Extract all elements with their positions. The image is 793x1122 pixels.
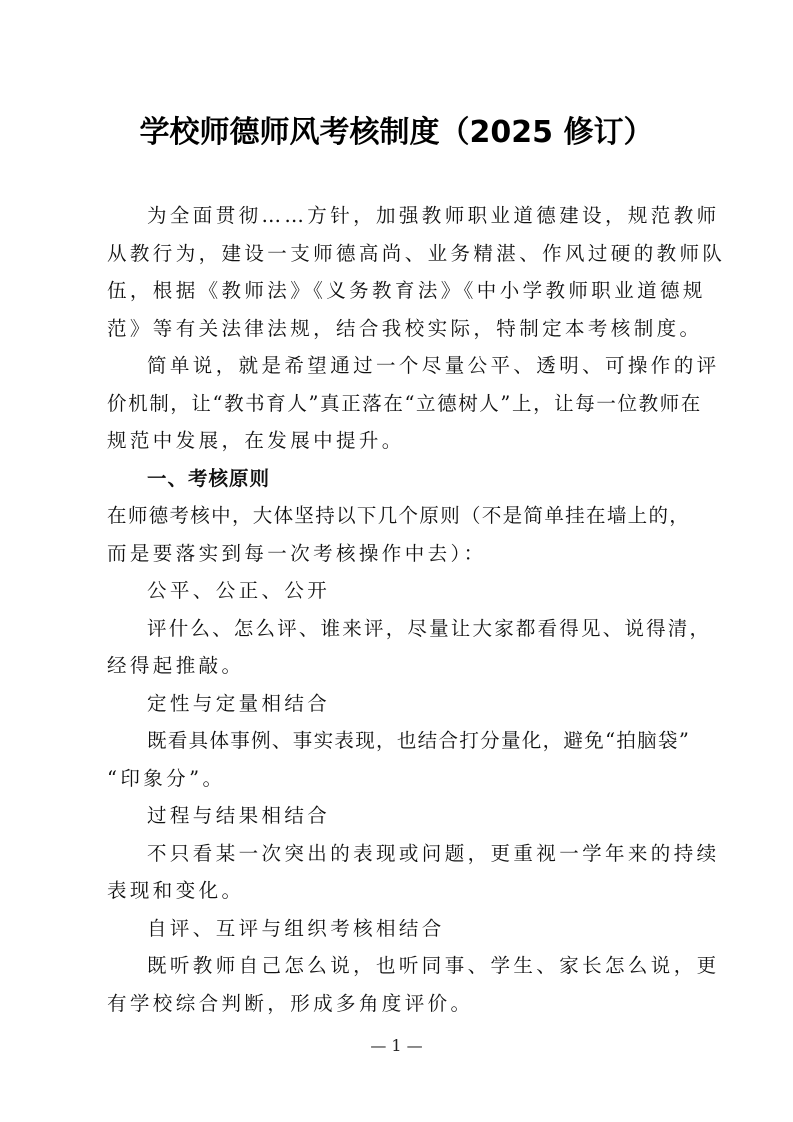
paragraph-line: 表现和变化。 xyxy=(107,879,245,902)
paragraph-line: 伍，根据《教师法》《义务教育法》《中小学教师职业道德规 xyxy=(107,279,706,302)
section-heading: 一、考核原则 xyxy=(147,466,271,490)
page-number: — 1 — xyxy=(370,1036,423,1055)
paragraph-line: 从教行为，建设一支师德高尚、业务精湛、作风过硬的教师队 xyxy=(107,241,726,265)
document-body xyxy=(107,197,726,1022)
paragraph-line: “印象分”。 xyxy=(107,766,226,790)
paragraph-line: 规范中发展，在发展中提升。 xyxy=(107,429,405,452)
paragraph-line: 既看具体事例、事实表现，也结合打分量化，避免“拍脑袋” xyxy=(147,729,690,752)
principle-title: 过程与结果相结合 xyxy=(147,804,331,827)
paragraph-line: 既听教师自己怎么说，也听同事、学生、家长怎么说，更 xyxy=(147,954,720,977)
paragraph-line: 简单说，就是希望通过一个尽量公平、透明、可操作的评 xyxy=(147,354,720,377)
paragraph-line: 而是要落实到每一次考核操作中去）： xyxy=(107,541,487,565)
paragraph-line: 为全面贯彻……方针，加强教师职业道德建设，规范教师 xyxy=(147,204,720,227)
paragraph-line: 有学校综合判断，形成多角度评价。 xyxy=(107,991,474,1015)
paragraph-line: 评什么、怎么评、谁来评，尽量让大家都看得见、说得清， xyxy=(147,616,712,640)
document-title: 学校师德师风考核制度（2025 修订） xyxy=(139,115,654,150)
paragraph-line: 经得起推敲。 xyxy=(107,654,245,677)
principle-title: 自评、互评与组织考核相结合 xyxy=(147,916,445,940)
paragraph-line: 在师德考核中，大体坚持以下几个原则（不是简单挂在墙上的， xyxy=(107,504,690,527)
paragraph-line: 不只看某一次突出的表现或问题，更重视一学年来的持续 xyxy=(147,841,720,865)
principle-title: 定性与定量相结合 xyxy=(147,691,331,715)
paragraph-line: 价机制，让“教书育人”真正落在“立德树人”上，让每一位教师在 xyxy=(107,391,702,415)
paragraph-line: 范》等有关法律法规，结合我校实际，特制定本考核制度。 xyxy=(107,316,703,340)
principle-title: 公平、公正、公开 xyxy=(147,579,331,602)
